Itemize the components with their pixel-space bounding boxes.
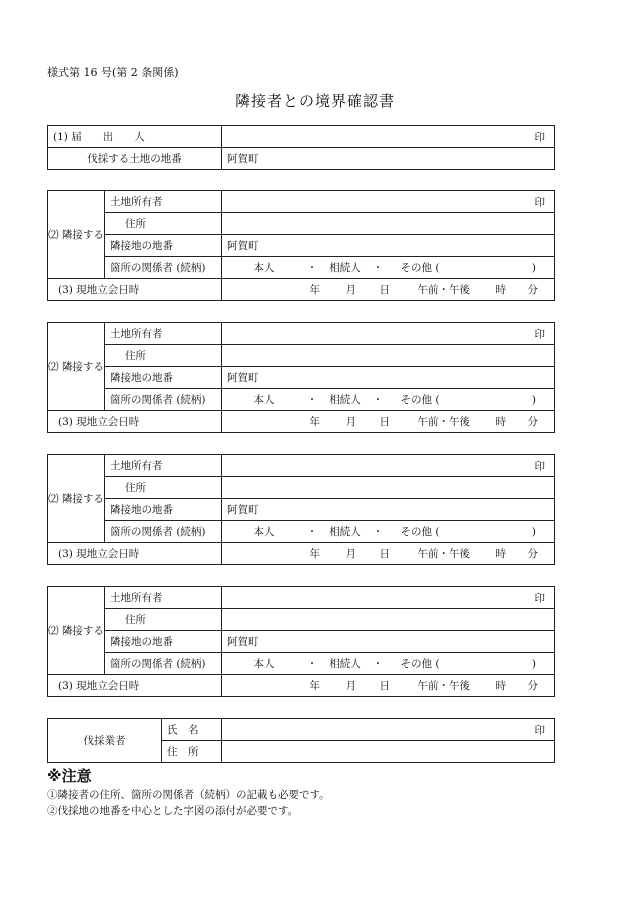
lot-label: 隣接地の地番: [105, 367, 222, 389]
time-minute: 分: [527, 548, 538, 560]
option-heir: 相続人: [329, 262, 361, 274]
relation-label: 箇所の関係者 (続柄): [105, 257, 222, 279]
option-self: 本人: [253, 262, 275, 274]
neighbor-table: [47, 586, 555, 697]
time-minute: 分: [527, 680, 538, 692]
option-separator: ・: [306, 394, 318, 406]
option-separator: ・: [372, 658, 384, 670]
relation-options[interactable]: [222, 653, 555, 675]
address-field[interactable]: [222, 213, 555, 235]
option-heir: 相続人: [329, 394, 361, 406]
felling-lot-label: 伐採する土地の地番: [48, 148, 222, 170]
meeting-datetime[interactable]: [222, 543, 555, 565]
date-month: 月: [345, 548, 356, 560]
seal-mark: 印: [534, 328, 545, 340]
date-day: 日: [379, 284, 390, 296]
time-hour: 時: [495, 284, 506, 296]
address-label: 住所: [105, 345, 222, 367]
address-label: 住所: [105, 477, 222, 499]
owner-label: 土地所有者: [105, 455, 222, 477]
applicant-table: [47, 125, 555, 170]
date-day: 日: [379, 416, 390, 428]
option-other: その他 (: [400, 262, 440, 274]
address-field[interactable]: [222, 345, 555, 367]
note-item: ②伐採地の地番を中心とした字図の添付が必要です。: [47, 805, 299, 817]
lot-field[interactable]: 阿賀町: [222, 631, 555, 653]
option-heir: 相続人: [329, 526, 361, 538]
option-separator: ・: [306, 262, 318, 274]
lot-label: 隣接地の地番: [105, 631, 222, 653]
option-other-close: ): [531, 526, 536, 538]
time-ampm: 午前・午後: [417, 284, 470, 296]
address-label: 住所: [105, 609, 222, 631]
owner-field[interactable]: [222, 455, 555, 477]
date-month: 月: [345, 284, 356, 296]
option-other-close: ): [531, 394, 536, 406]
option-self: 本人: [253, 526, 275, 538]
option-separator: ・: [306, 658, 318, 670]
option-separator: ・: [372, 526, 384, 538]
option-other: その他 (: [400, 394, 440, 406]
option-self: 本人: [253, 394, 275, 406]
seal-mark: 印: [534, 196, 545, 208]
meeting-datetime[interactable]: [222, 411, 555, 433]
option-other: その他 (: [400, 526, 440, 538]
option-separator: ・: [372, 394, 384, 406]
neighbor-section-label: ⑵ 隣接する: [48, 587, 105, 675]
applicant-label: (1) 届 出 人: [48, 126, 222, 148]
neighbor-table: [47, 322, 555, 433]
time-ampm: 午前・午後: [417, 416, 470, 428]
document-title: 隣接者との境界確認書: [234, 92, 395, 110]
time-hour: 時: [495, 416, 506, 428]
date-month: 月: [345, 680, 356, 692]
neighbor-table: [47, 454, 555, 565]
neighbor-table: [47, 190, 555, 301]
address-label: 住 所: [162, 741, 222, 763]
relation-options[interactable]: [222, 257, 555, 279]
meeting-datetime[interactable]: [222, 675, 555, 697]
lot-field[interactable]: 阿賀町: [222, 499, 555, 521]
date-year: 年: [309, 680, 320, 692]
meeting-label: (3) 現地立会日時: [48, 279, 222, 301]
time-ampm: 午前・午後: [417, 548, 470, 560]
date-year: 年: [309, 416, 320, 428]
name-label: 氏 名: [162, 719, 222, 741]
contractor-table: [47, 718, 555, 763]
meeting-label: (3) 現地立会日時: [48, 675, 222, 697]
notes-heading: ※注意: [47, 767, 92, 785]
address-field[interactable]: [222, 609, 555, 631]
lot-label: 隣接地の地番: [105, 235, 222, 257]
relation-options[interactable]: [222, 389, 555, 411]
option-other-close: ): [531, 262, 536, 274]
option-self: 本人: [253, 658, 275, 670]
neighbor-section-label: ⑵ 隣接する: [48, 191, 105, 279]
date-year: 年: [309, 548, 320, 560]
owner-field[interactable]: [222, 587, 555, 609]
contractor-address-field[interactable]: [222, 741, 555, 763]
lot-label: 隣接地の地番: [105, 499, 222, 521]
date-month: 月: [345, 416, 356, 428]
owner-field[interactable]: [222, 191, 555, 213]
felling-lot-field[interactable]: 阿賀町: [222, 148, 555, 170]
note-item: ①隣接者の住所、箇所の関係者（続柄）の記載も必要です。: [47, 789, 330, 801]
option-other: その他 (: [400, 658, 440, 670]
meeting-datetime[interactable]: [222, 279, 555, 301]
time-minute: 分: [527, 284, 538, 296]
time-hour: 時: [495, 548, 506, 560]
option-separator: ・: [372, 262, 384, 274]
address-label: 住所: [105, 213, 222, 235]
date-day: 日: [379, 548, 390, 560]
owner-label: 土地所有者: [105, 323, 222, 345]
time-hour: 時: [495, 680, 506, 692]
owner-label: 土地所有者: [105, 587, 222, 609]
option-separator: ・: [306, 526, 318, 538]
option-other-close: ): [531, 658, 536, 670]
date-year: 年: [309, 284, 320, 296]
lot-field[interactable]: 阿賀町: [222, 235, 555, 257]
time-minute: 分: [527, 416, 538, 428]
relation-label: 箇所の関係者 (続柄): [105, 521, 222, 543]
date-day: 日: [379, 680, 390, 692]
meeting-label: (3) 現地立会日時: [48, 543, 222, 565]
owner-field[interactable]: [222, 323, 555, 345]
neighbor-section-label: ⑵ 隣接する: [48, 323, 105, 411]
relation-label: 箇所の関係者 (続柄): [105, 653, 222, 675]
seal-mark: 印: [534, 131, 545, 143]
neighbor-section-label: ⑵ 隣接する: [48, 455, 105, 543]
time-ampm: 午前・午後: [417, 680, 470, 692]
lot-field[interactable]: 阿賀町: [222, 367, 555, 389]
seal-mark: 印: [534, 460, 545, 472]
applicant-field[interactable]: [222, 126, 555, 148]
owner-label: 土地所有者: [105, 191, 222, 213]
contractor-name-field[interactable]: [222, 719, 555, 741]
seal-mark: 印: [534, 592, 545, 604]
relation-label: 箇所の関係者 (続柄): [105, 389, 222, 411]
contractor-label: 伐採業者: [48, 719, 162, 763]
seal-mark: 印: [534, 724, 545, 736]
relation-options[interactable]: [222, 521, 555, 543]
option-heir: 相続人: [329, 658, 361, 670]
meeting-label: (3) 現地立会日時: [48, 411, 222, 433]
form-number: 様式第 16 号(第 2 条関係): [47, 66, 179, 79]
address-field[interactable]: [222, 477, 555, 499]
